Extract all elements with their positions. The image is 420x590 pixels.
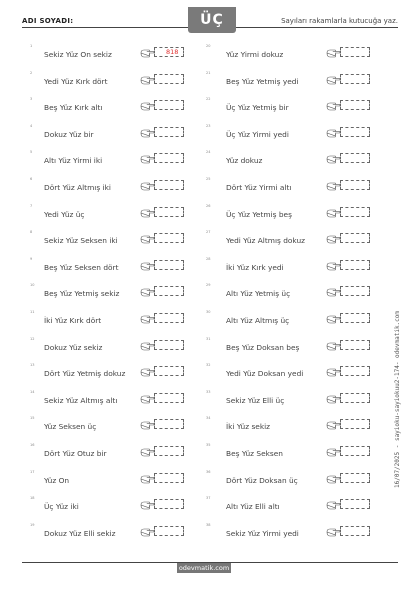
item-number: 32 [206, 363, 211, 368]
exercise-item [30, 466, 216, 493]
answer-box[interactable] [154, 499, 184, 509]
answer-box[interactable] [154, 419, 184, 429]
item-number: 26 [206, 203, 211, 208]
exercise-item [30, 93, 216, 120]
worksheet-header [22, 0, 398, 34]
exercise-item [30, 279, 216, 306]
answer-box[interactable] [154, 153, 184, 163]
number-words: Altı Yüz Yetmiş üç [226, 289, 291, 299]
exercise-item [206, 146, 392, 173]
answer-box[interactable]: 818 [154, 47, 184, 57]
item-number: 1 [30, 44, 33, 48]
answer-box[interactable] [154, 207, 184, 217]
item-number: 27 [206, 230, 211, 235]
footer-site: odevmatik.com [178, 564, 230, 572]
answer-box[interactable] [154, 233, 184, 243]
number-words: Yüz Seksen üç [44, 422, 97, 432]
number-words: Beş Yüz Yetmiş yedi [226, 76, 299, 86]
item-number: 37 [206, 496, 211, 501]
name-label: ADI SOYADI: [22, 17, 74, 25]
answer-box[interactable] [340, 419, 370, 429]
number-words: Beş Yüz Seksen [226, 448, 283, 458]
item-number: 36 [206, 469, 211, 474]
number-words: Dört Yüz Otuz bir [44, 448, 107, 458]
number-words: Dört Yüz Altmış iki [44, 182, 111, 192]
answer-box[interactable] [154, 473, 184, 483]
answer-box[interactable] [340, 74, 370, 84]
exercise-item [206, 386, 392, 413]
answer-box[interactable] [340, 100, 370, 110]
answer-box[interactable] [154, 340, 184, 350]
answer-box[interactable] [154, 260, 184, 270]
answer-box[interactable] [340, 47, 370, 57]
answer-box[interactable] [340, 233, 370, 243]
exercise-item [30, 120, 216, 147]
number-words: Sekiz Yüz Altmış altı [44, 395, 118, 405]
item-number: 12 [30, 336, 35, 341]
exercise-item [30, 253, 216, 280]
exercise-item [206, 120, 392, 147]
answer-box[interactable] [340, 286, 370, 296]
item-number: 20 [206, 44, 211, 48]
exercise-item [30, 359, 216, 386]
worksheet-title: ÜÇ [188, 7, 236, 33]
answer-box[interactable] [154, 127, 184, 137]
exercise-item [30, 67, 216, 94]
exercise-item [30, 306, 216, 333]
instruction-text: Sayıları rakamlarla kutucuğa yaz. [281, 17, 398, 25]
exercise-item [206, 466, 392, 493]
item-number: 28 [206, 256, 211, 261]
number-words: Sekiz Yüz Seksen iki [44, 236, 118, 246]
exercise-item [30, 519, 216, 546]
exercise-item [206, 359, 392, 386]
exercise-item [206, 519, 392, 546]
exercise-item [206, 412, 392, 439]
number-words: Dokuz Yüz sekiz [44, 342, 103, 352]
number-words: Üç Yüz iki [44, 502, 79, 512]
exercise-item [206, 173, 392, 200]
number-words: Sekiz Yüz Yirmi yedi [226, 528, 299, 538]
item-number: 16 [30, 442, 35, 447]
item-number: 10 [30, 283, 35, 288]
number-words: Dokuz Yüz bir [44, 129, 94, 139]
number-words: Dört Yüz Yetmiş dokuz [44, 369, 126, 379]
answer-box[interactable] [340, 180, 370, 190]
number-words: İki Yüz sekiz [226, 422, 271, 432]
exercise-item [30, 200, 216, 227]
number-words: Beş Yüz Yetmiş sekiz [44, 289, 120, 299]
exercise-item [30, 146, 216, 173]
item-number: 6 [30, 176, 33, 181]
item-number: 21 [206, 70, 211, 75]
answer-box[interactable] [340, 260, 370, 270]
exercise-item [206, 93, 392, 120]
exercise-item [206, 279, 392, 306]
item-number: 35 [206, 442, 211, 447]
number-words: Dört Yüz Doksan üç [226, 475, 298, 485]
item-number: 19 [30, 522, 35, 527]
number-words: Beş Yüz Kırk altı [44, 103, 103, 113]
exercise-item [30, 226, 216, 253]
exercise-item [30, 333, 216, 360]
exercise-item [30, 439, 216, 466]
number-words: Altı Yüz Altmış üç [226, 315, 290, 325]
exercise-item [30, 412, 216, 439]
answer-box[interactable] [340, 526, 370, 536]
answer-box[interactable] [154, 366, 184, 376]
answer-box[interactable] [154, 100, 184, 110]
number-words: Altı Yüz Yirmi iki [44, 156, 103, 166]
item-number: 31 [206, 336, 211, 341]
answer-box[interactable] [340, 446, 370, 456]
number-words: İki Yüz Kırk yedi [226, 262, 284, 272]
number-words: İki Yüz Kırk dört [44, 315, 102, 325]
item-number: 3 [30, 97, 33, 102]
number-words: Beş Yüz Seksen dört [44, 262, 119, 272]
item-number: 7 [30, 203, 33, 208]
number-words: Sekiz Yüz Elli üç [226, 395, 285, 405]
exercise-item [206, 67, 392, 94]
answer-box[interactable] [154, 526, 184, 536]
number-words: Yedi Yüz Altmış dokuz [226, 236, 306, 246]
number-words: Üç Yüz Yirmi yedi [226, 129, 289, 139]
item-number: 30 [206, 309, 211, 314]
item-number: 22 [206, 97, 211, 102]
item-number: 23 [206, 123, 211, 128]
answer-box[interactable] [154, 180, 184, 190]
item-number: 18 [30, 496, 35, 501]
item-number: 9 [30, 256, 33, 261]
number-words: Altı Yüz Elli altı [226, 502, 280, 512]
item-number: 11 [30, 309, 35, 314]
answer-box[interactable] [340, 340, 370, 350]
number-words: Üç Yüz Yetmiş beş [226, 209, 292, 219]
item-number: 17 [30, 469, 35, 474]
number-words: Dokuz Yüz Elli sekiz [44, 528, 116, 538]
exercise-item [206, 439, 392, 466]
item-number: 25 [206, 176, 211, 181]
side-watermark: 16/07/2025 - sayioku-sayiokuu2-174- odevmatik.com [394, 310, 401, 488]
exercise-item [206, 200, 392, 227]
number-words: Yüz On [44, 475, 70, 485]
exercise-item [30, 40, 216, 67]
answer-box[interactable] [340, 473, 370, 483]
exercise-item [206, 333, 392, 360]
number-words: Beş Yüz Doksan beş [226, 342, 300, 352]
item-number: 34 [206, 416, 211, 421]
answer-box[interactable] [154, 313, 184, 323]
item-number: 14 [30, 389, 35, 394]
exercise-item [206, 492, 392, 519]
answer-box[interactable] [154, 393, 184, 403]
exercise-item [206, 40, 392, 67]
number-words: Yedi Yüz üç [44, 209, 85, 219]
exercise-item [206, 306, 392, 333]
answer-box[interactable] [154, 446, 184, 456]
answer-box[interactable] [154, 286, 184, 296]
exercise-item [30, 386, 216, 413]
item-number: 33 [206, 389, 211, 394]
answer-box[interactable] [340, 207, 370, 217]
number-words: Yüz dokuz [226, 156, 263, 166]
item-number: 24 [206, 150, 211, 155]
number-words: Yedi Yüz Kırk dört [44, 76, 108, 86]
number-words: Sekiz Yüz On sekiz [44, 50, 112, 59]
item-number: 13 [30, 363, 35, 368]
item-number: 8 [30, 230, 33, 235]
number-words: Dört Yüz Yirmi altı [226, 182, 292, 192]
number-words: Yüz Yirmi dokuz [226, 50, 284, 59]
number-words: Üç Yüz Yetmiş bir [226, 103, 289, 113]
answer-box[interactable] [340, 313, 370, 323]
item-number: 4 [30, 123, 33, 128]
item-number: 5 [30, 150, 33, 155]
exercise-item [206, 226, 392, 253]
answer-box[interactable] [340, 499, 370, 509]
answer-box[interactable] [340, 127, 370, 137]
item-number: 38 [206, 522, 211, 527]
exercise-item [30, 173, 216, 200]
answer-box[interactable] [340, 153, 370, 163]
number-words: Yedi Yüz Doksan yedi [226, 369, 304, 379]
right-column [206, 40, 392, 545]
answer-box[interactable] [340, 366, 370, 376]
left-column [30, 40, 216, 545]
answer-box[interactable] [340, 393, 370, 403]
exercise-item [206, 253, 392, 280]
item-number: 2 [30, 70, 33, 75]
exercise-item [30, 492, 216, 519]
item-number: 29 [206, 283, 211, 288]
answer-box[interactable] [154, 74, 184, 84]
item-number: 15 [30, 416, 35, 421]
